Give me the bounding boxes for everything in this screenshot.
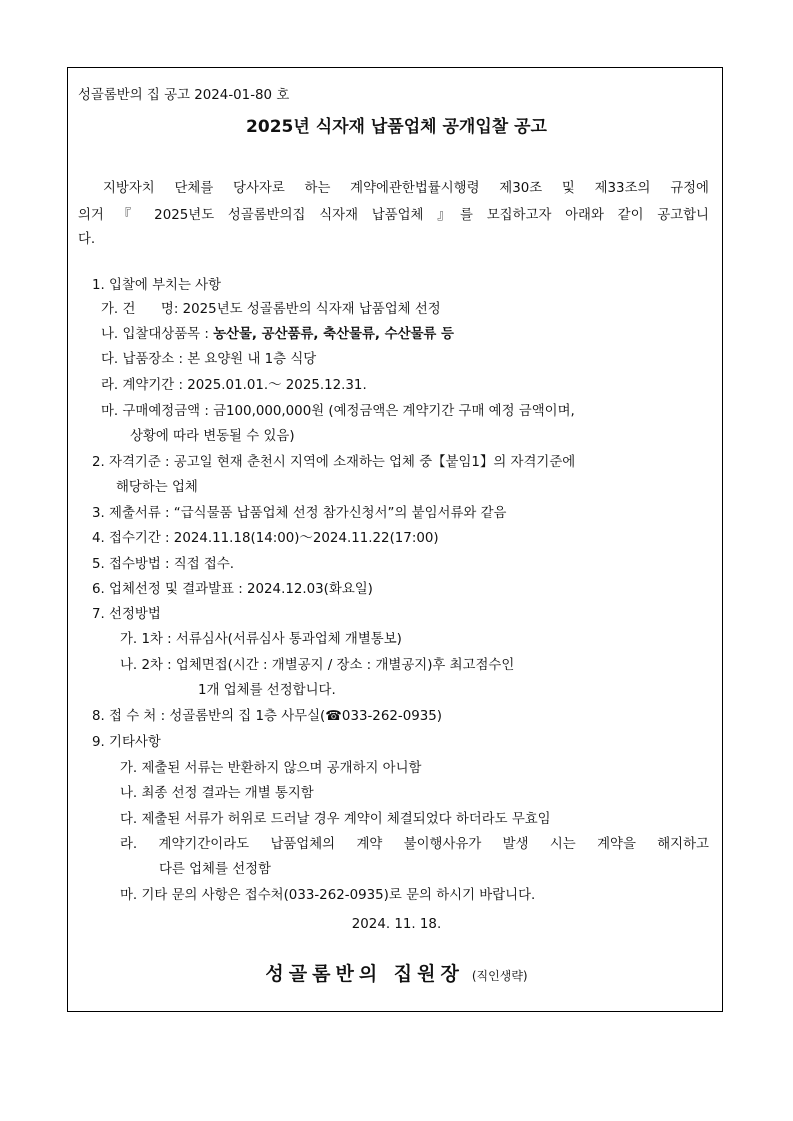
section-9-item-e: 마. 기타 문의 사항은 접수처(033-262-0935)로 문의 하시기 바랍니다. [120, 888, 536, 903]
section-9-item-b: 나. 최종 선정 결과는 개별 통지함 [120, 786, 314, 801]
notice-date: 2024. 11. 18. [351, 917, 442, 932]
section-4: 4. 접수기간 : 2024.11.18(14:00)～2024.11.22(17:00) [92, 531, 439, 546]
section-7-item-a: 가. 1차 : 서류심사(서류심사 통과업체 개별통보) [120, 632, 402, 647]
signature-line [0, 960, 793, 990]
signer-name: 성골롬반의 집원장 [265, 963, 464, 985]
intro-line-1: 지방자치 단체를 당사자로 하는 계약에관한법률시행령 제30조 및 제33조의 규정에 [103, 181, 709, 196]
section-7-heading: 7. 선정방법 [92, 607, 161, 622]
section-9-item-c: 다. 제출된 서류가 허위로 드러날 경우 계약이 체결되었다 하더라도 무효임 [120, 812, 551, 827]
intro-line-2: 의거 『 2025년도 성골롬반의집 식자재 납품업체 』를 모집하고자 아래와 같이 공고합니 [78, 208, 709, 223]
item-b-label: 나. 입찰대상품목 : [101, 327, 214, 342]
section-3: 3. 제출서류 : “급식물품 납품업체 선정 참가신청서”의 붙임서류와 같음 [92, 506, 507, 521]
section-7-item-b-line-2: 1개 업체를 선정합니다. [198, 683, 336, 698]
seal-note: (직인생략) [471, 969, 528, 983]
section-9-item-d-line-1: 라. 계약기간이라도 납품업체의 계약 불이행사유가 발생 시는 계약을 해지하고 [120, 837, 709, 852]
section-1-item-d: 라. 계약기간 : 2025.01.01.～ 2025.12.31. [101, 378, 367, 393]
item-b-goods: 농산물, 공산품류, 축산물류, 수산물류 등 [213, 327, 454, 342]
intro-line-3: 다. [78, 232, 96, 247]
section-1-item-e-line-1: 마. 구매예정금액 : 금100,000,000원 (예정금액은 계약기간 구매 예정 금액이며, [101, 404, 575, 419]
section-9-item-a: 가. 제출된 서류는 반환하지 않으며 공개하지 아니함 [120, 761, 422, 776]
notice-number: 성골롬반의 집 공고 2024-01-80 호 [78, 88, 290, 103]
notice-title: 2025년 식자재 납품업체 공개입찰 공고 [246, 117, 547, 137]
section-1-item-a: 가. 건 명: 2025년도 성골롬반의 식자재 납품업체 선정 [101, 302, 441, 317]
section-1-item-b [101, 325, 454, 345]
section-6: 6. 업체선정 및 결과발표 : 2024.12.03(화요일) [92, 582, 373, 597]
section-9-heading: 9. 기타사항 [92, 735, 161, 750]
section-5: 5. 접수방법 : 직접 접수. [92, 557, 235, 572]
section-1-heading: 1. 입찰에 부치는 사항 [92, 278, 222, 293]
section-2-line-2: 해당하는 업체 [116, 480, 198, 495]
section-8: 8. 접 수 처 : 성골롬반의 집 1층 사무실(☎033-262-0935) [92, 709, 443, 724]
section-1-item-c: 다. 납품장소 : 본 요양원 내 1층 식당 [101, 352, 317, 367]
section-2-line-1: 2. 자격기준 : 공고일 현재 춘천시 지역에 소재하는 업체 중【붙임1】의 자격기준에 [92, 455, 576, 470]
section-1-item-e-line-2: 상황에 따라 변동될 수 있음) [130, 429, 295, 444]
section-7-item-b-line-1: 나. 2차 : 업체면접(시간 : 개별공지 / 장소 : 개별공지)후 최고점수인 [120, 658, 515, 673]
section-9-item-d-line-2: 다른 업체를 선정함 [159, 862, 271, 877]
